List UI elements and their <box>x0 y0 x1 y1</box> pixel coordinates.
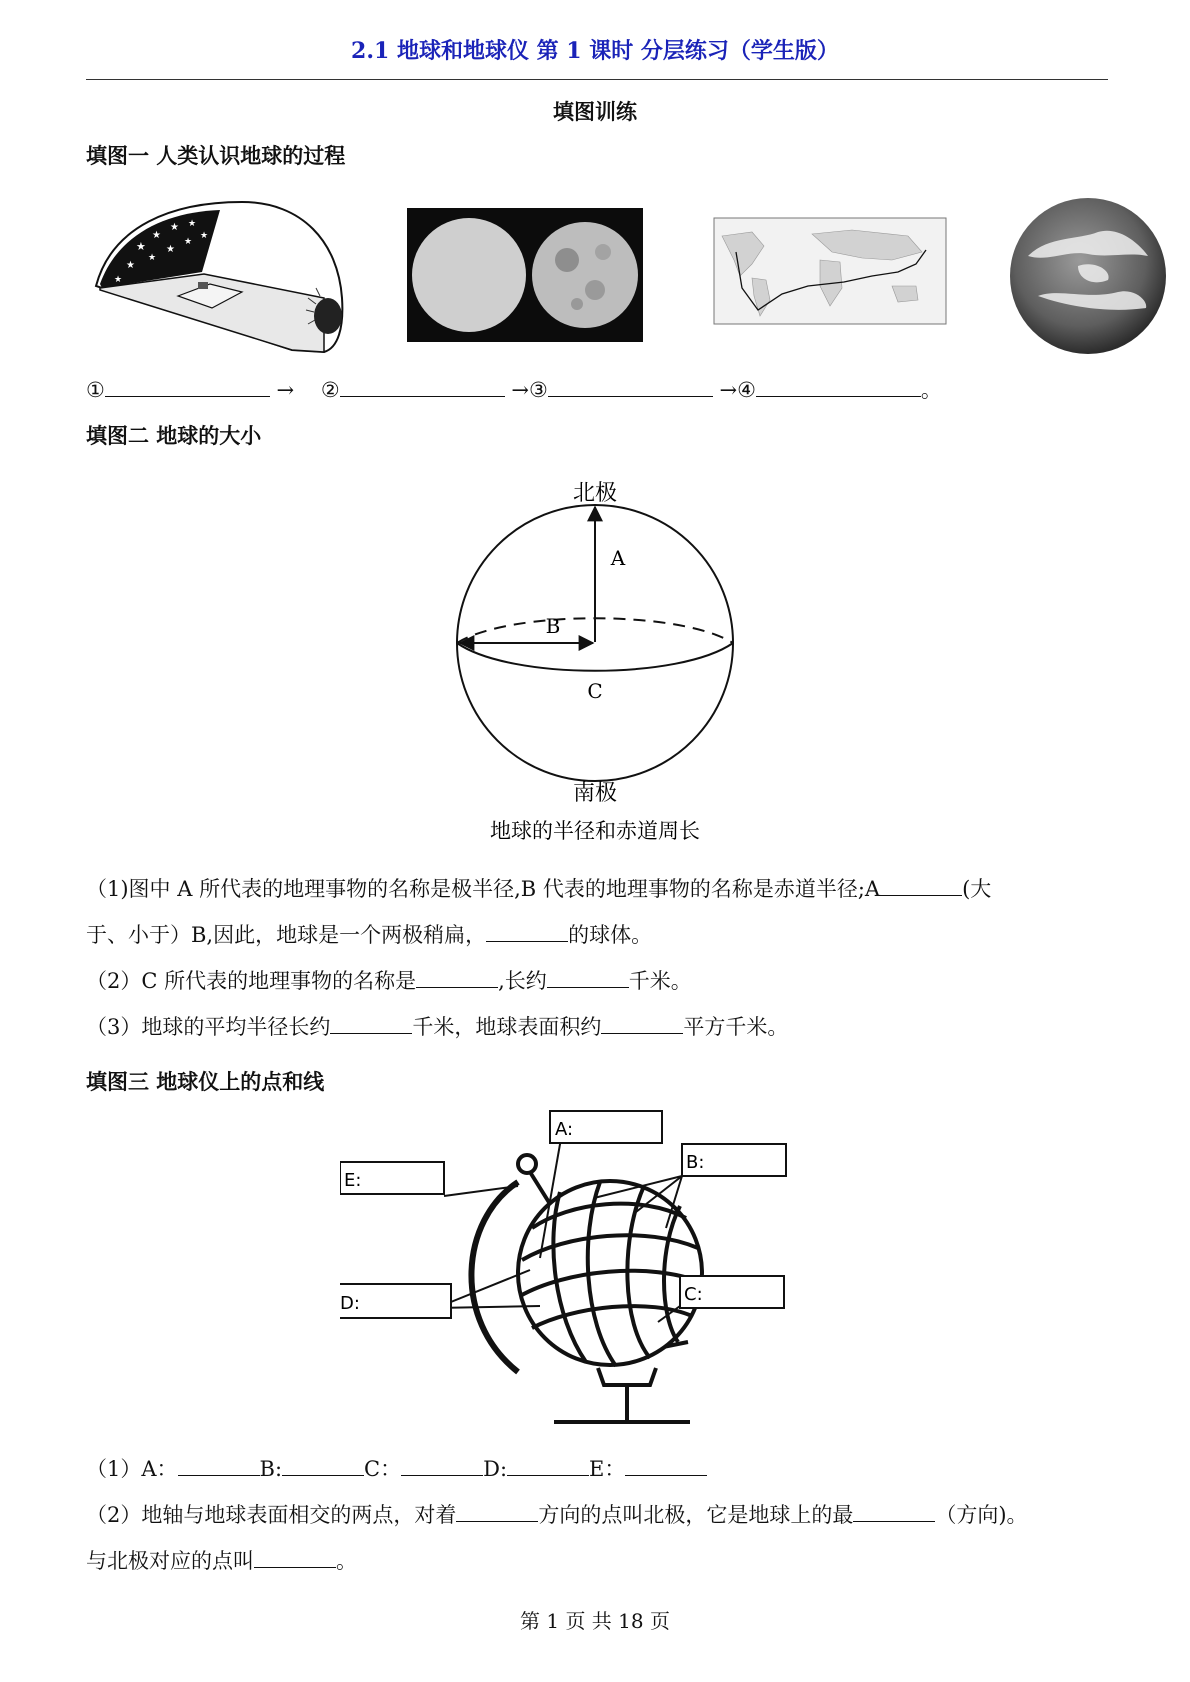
globe-diagram <box>340 1110 860 1430</box>
blank-q3-area[interactable] <box>601 1013 683 1034</box>
page-number: 第 1 页 共 18 页 <box>520 1609 670 1633</box>
blank-fig1-1[interactable] <box>105 376 270 397</box>
svg-text:★: ★ <box>126 260 135 271</box>
marker-4: ④ <box>737 378 756 402</box>
marker-1: ① <box>86 378 105 402</box>
blank-q1-compare[interactable] <box>880 875 962 896</box>
blank-q2-length[interactable] <box>547 967 629 988</box>
fig3-question-1 <box>86 1446 1116 1492</box>
label-b: B <box>545 614 561 638</box>
blank-q2-name[interactable] <box>416 967 498 988</box>
fig2-caption: 地球的半径和赤道周长 <box>490 819 700 840</box>
svg-text:★: ★ <box>152 230 161 241</box>
blank-fig1-4[interactable] <box>756 376 921 397</box>
fig2-question-3 <box>86 1004 1116 1050</box>
svg-text:★: ★ <box>184 237 193 247</box>
sky-dome-icon <box>92 198 348 358</box>
q1-c: C： <box>364 1457 402 1481</box>
svg-text:★: ★ <box>170 222 179 233</box>
document-header-title: 2.1 地球和地球仪 第 1 课时 分层练习（学生版） <box>351 38 839 64</box>
blank-fig1-2[interactable] <box>340 376 505 397</box>
label-c: C <box>587 679 603 703</box>
fig2-question-1 <box>86 866 1116 958</box>
svg-text:★: ★ <box>136 240 146 253</box>
north-pole-label: 北极 <box>572 481 618 506</box>
globe-top-knob <box>518 1155 536 1173</box>
globe-neck <box>598 1368 656 1385</box>
blank-fig3-a[interactable] <box>178 1455 260 1476</box>
blank-fig3-d[interactable] <box>507 1455 589 1476</box>
label-c-text: C: <box>684 1284 703 1305</box>
fig1-sequence <box>86 374 942 404</box>
label-d-text: D: <box>340 1293 360 1314</box>
marker-3: ③ <box>528 378 548 402</box>
q2-text-b: 方向的点叫北极，它是地球上的最 <box>538 1503 854 1527</box>
circumnavigation-map <box>712 216 948 326</box>
q1-e: E： <box>589 1457 626 1481</box>
q1-text-a: （1)图中 A 所代表的地理事物的名称是极半径,B 代表的地理事物的名称是赤道半径;A <box>86 877 881 901</box>
blank-fig3-b[interactable] <box>282 1455 364 1476</box>
q1-text-b: (大 <box>962 877 992 901</box>
arrow-2: → <box>511 378 529 402</box>
fig2-title: 填图二 地球的大小 <box>86 423 262 448</box>
q2-text-a: （2）C 所代表的地理事物的名称是 <box>86 969 417 993</box>
blank-fig3-c[interactable] <box>401 1455 483 1476</box>
q1-b: B: <box>259 1457 283 1481</box>
earth-size-diagram <box>440 470 750 840</box>
equator-front <box>457 643 733 671</box>
q1-prefix: （1）A： <box>86 1457 178 1481</box>
svg-text:★: ★ <box>166 244 175 255</box>
arrow-1: → <box>276 378 295 402</box>
blank-fig3-e[interactable] <box>625 1455 707 1476</box>
label-a-text: A: <box>555 1119 574 1140</box>
svg-text:★: ★ <box>114 275 123 285</box>
q3-text-c: 平方千米。 <box>683 1015 789 1039</box>
svg-text:★: ★ <box>148 253 157 263</box>
q2-text-e: 。 <box>336 1549 357 1573</box>
sun-moon-photo <box>407 208 643 342</box>
q2-text-d: 与北极对应的点叫 <box>86 1549 254 1573</box>
q2-text-b: ,长约 <box>498 969 547 993</box>
svg-text:★: ★ <box>188 219 197 229</box>
earth-photo <box>1008 196 1168 356</box>
q2-text-c: 千米。 <box>628 969 692 993</box>
svg-text:★: ★ <box>200 231 209 241</box>
q2-text-a: （2）地轴与地球表面相交的两点，对着 <box>86 1503 457 1527</box>
sequence-end: 。 <box>920 378 942 402</box>
blank-fig3-extreme[interactable] <box>853 1501 935 1522</box>
fig3-question-2 <box>86 1492 1116 1584</box>
label-b-text: B: <box>686 1152 705 1173</box>
blank-fig1-3[interactable] <box>548 376 713 397</box>
blank-q3-radius[interactable] <box>330 1013 412 1034</box>
blank-fig3-south-pole[interactable] <box>254 1547 336 1568</box>
q1-text-c: 于、小于）B,因此，地球是一个两极稍扁， <box>86 923 487 947</box>
blank-fig3-direction[interactable] <box>456 1501 538 1522</box>
arrow-3: → <box>719 378 738 402</box>
fig1-title: 填图一 人类认识地球的过程 <box>86 143 346 168</box>
section-title: 填图训练 <box>553 99 637 124</box>
fig3-title: 填图三 地球仪上的点和线 <box>86 1069 325 1094</box>
header-divider <box>86 79 1108 80</box>
blank-q1-shape[interactable] <box>486 921 568 942</box>
label-e-text: E: <box>344 1170 362 1191</box>
globe-axis-top <box>530 1172 550 1204</box>
fig2-question-2 <box>86 958 1116 1004</box>
marker-2: ② <box>320 378 340 402</box>
q1-d: D: <box>483 1457 508 1481</box>
q3-text-b: 千米，地球表面积约 <box>412 1015 602 1039</box>
label-a: A <box>610 546 626 570</box>
q3-text-a: （3）地球的平均半径长约 <box>86 1015 331 1039</box>
south-pole-label: 南极 <box>572 781 618 806</box>
q1-text-d: 的球体。 <box>568 923 653 947</box>
q2-text-c: （方向)。 <box>935 1503 1028 1527</box>
